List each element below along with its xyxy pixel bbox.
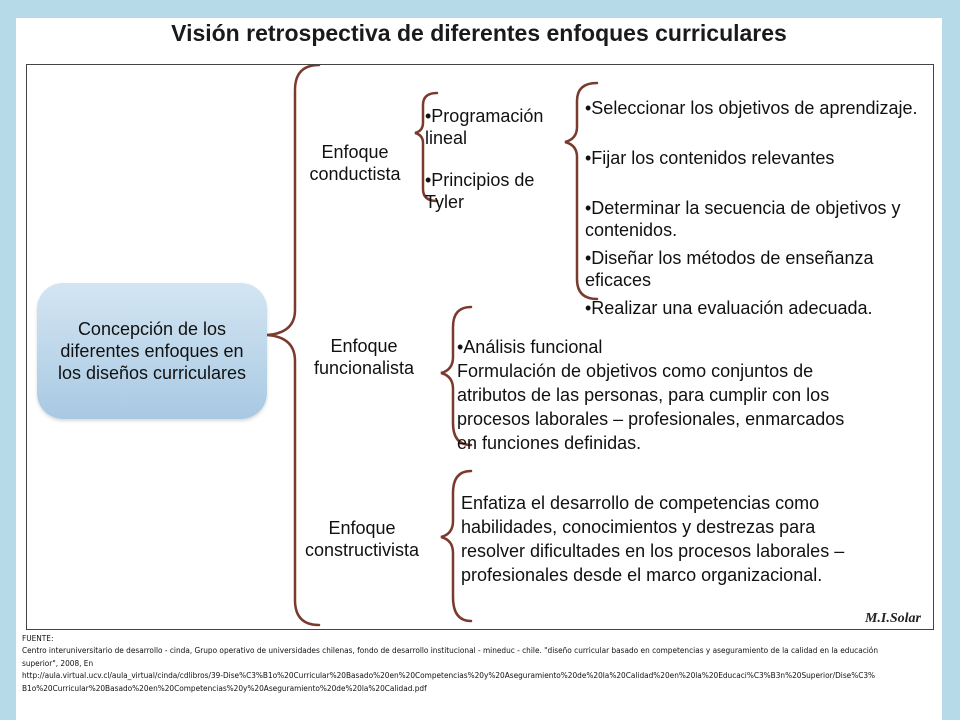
source-url-line-2: B1o%20Curricular%20Basado%20en%20Competencias%20y%20Aseguramiento%20de%20la%20Calidad.pdf (22, 682, 427, 693)
author-signature: M.I.Solar (864, 611, 921, 626)
slide-title: Visión retrospectiva de diferentes enfoques curriculares (171, 20, 787, 46)
source-url-line-1: http://aula.virtual.ucv.cl/aula_virtual/cinda/cdlibros/39-Dise%C3%B1o%20Curricular%20Basado%20en%20Competencias%20y%20Aseguramiento%20de%20la%20Calidad%20en%20la%20Educaci%C3%B3n%20Superior/Dise%C3% (22, 670, 876, 681)
funcionalista-detail-2: Formulación de objetivos como conjuntos de atributos de las personas, para cumplir con los procesos laborales – profesionales, enmarcados en funciones definidas. (457, 361, 845, 453)
conductista-detail-3: •Determinar la secuencia de objetivos y contenidos. (585, 198, 901, 240)
slide (16, 18, 942, 720)
source-line-2: superior", 2008, En (22, 657, 94, 668)
central-concept (37, 283, 267, 419)
conductista-detail-4: •Diseñar los métodos de enseñanza eficaces (585, 248, 874, 290)
conductista-detail-2: •Fijar los contenidos relevantes (585, 148, 835, 168)
branch-constructivista-label: Enfoque constructivista (304, 518, 420, 560)
constructivista-detail-1: Enfatiza el desarrollo de competencias como habilidades, conocimientos y destrezas para resolver dificultades en los procesos laborales – profesionales desde el marco organizacional. (461, 493, 845, 585)
source-citation (22, 632, 937, 694)
source-label: FUENTE: (22, 633, 54, 643)
conductista-detail-5: •Realizar una evaluación adecuada. (585, 298, 873, 318)
conductista-detail-1: •Seleccionar los objetivos de aprendizaje. (585, 98, 918, 118)
branch-funcionalista-label: Enfoque funcionalista (313, 336, 415, 378)
branch-conductista-label: Enfoque conductista (309, 142, 401, 184)
central-concept-text: Concepción de los diferentes enfoques en los diseños curriculares (57, 319, 247, 383)
diagram-frame (26, 64, 934, 630)
funcionalista-detail-1: •Análisis funcional (457, 337, 603, 357)
conductista-subitem-1: •Programación lineal (425, 106, 544, 148)
source-line-1: Centro interuniversitario de desarrollo - cinda, Grupo operativo de universidades chilenas, fondo de desarrollo institucional - mineduc - chile. "diseño curricular basado en competencias y aseguramiento de la calidad en la educación (22, 645, 878, 656)
conductista-subitem-2: •Principios de Tyler (425, 170, 535, 212)
